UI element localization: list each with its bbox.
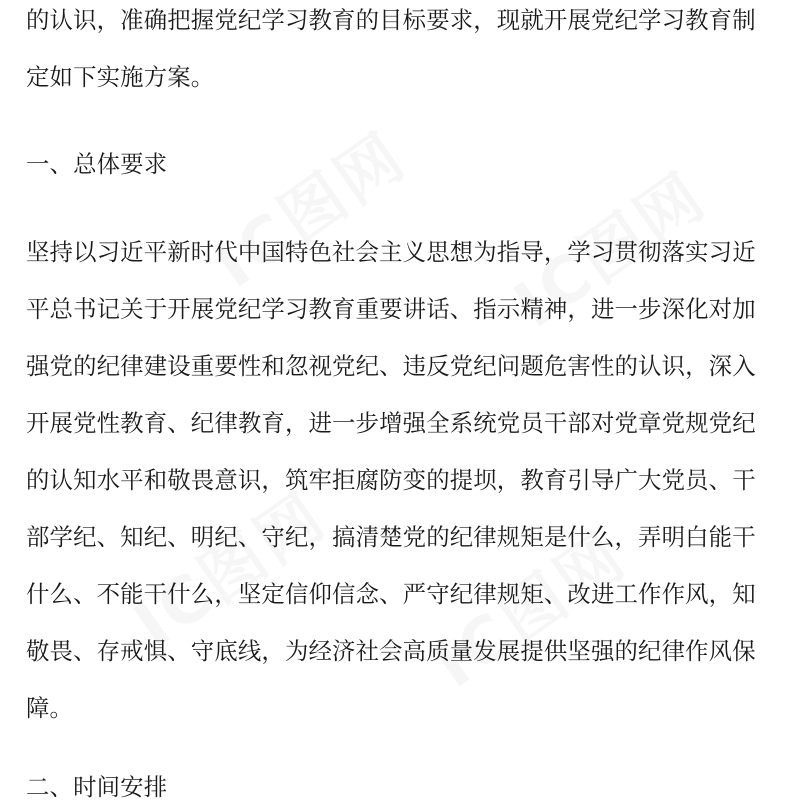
body-text-line: 定如下实施方案。 — [26, 63, 215, 91]
body-text-line: 敬畏、存戒惧、守底线，为经济社会高质量发展提供坚强的纪律作风保 — [26, 637, 756, 665]
body-text-line: 的认知水平和敬畏意识，筑牢拒腐防变的提坝，教育引导广大党员、干 — [26, 466, 756, 494]
body-text-line: 的认识，准确把握党纪学习教育的目标要求，现就开展党纪学习教育制 — [26, 6, 756, 34]
body-text-line: 坚持以习近平新时代中国特色社会主义思想为指导，学习贯彻落实习近 — [26, 238, 756, 266]
body-text-line: 平总书记关于开展党纪学习教育重要讲话、指示精神，进一步深化对加 — [26, 295, 756, 323]
body-text-line: 开展党性教育、纪律教育，进一步增强全系统党员干部对党章党规党纪 — [26, 409, 756, 437]
body-text-line: 什么、不能干什么，坚定信仰信念、严守纪律规矩、改进工作作风，知 — [26, 580, 756, 608]
body-text-line: 强党的纪律建设重要性和忽视党纪、违反党纪问题危害性的认识，深入 — [26, 352, 756, 380]
body-text-line: 障。 — [26, 694, 74, 722]
section-heading: 二、时间安排 — [26, 773, 168, 800]
body-text-line: 部学纪、知纪、明纪、守纪，搞清楚党的纪律规矩是什么，弄明白能干 — [26, 523, 756, 551]
watermark — [193, 107, 422, 306]
section-heading: 一、总体要求 — [26, 150, 168, 178]
